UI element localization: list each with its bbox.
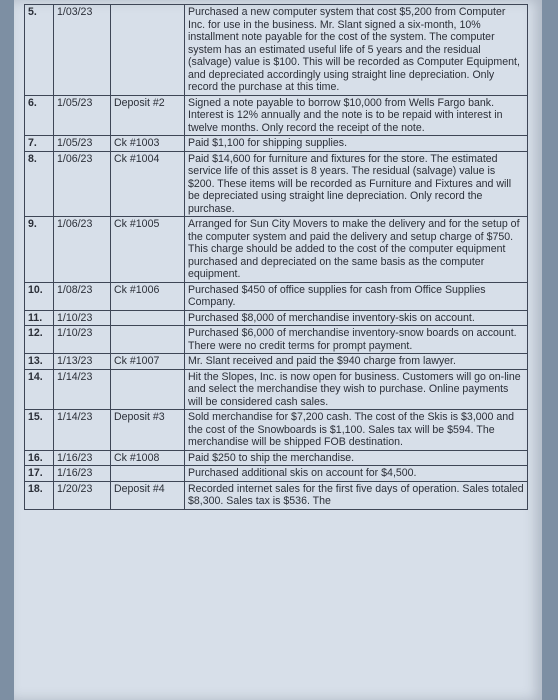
row-reference: Deposit #2 — [111, 95, 185, 136]
row-date: 1/14/23 — [54, 410, 111, 451]
row-number: 6. — [25, 95, 54, 136]
row-number: 12. — [25, 326, 54, 354]
row-reference — [111, 5, 185, 96]
row-description: Purchased a new computer system that cost $5,200 from Computer Inc. for use in the business. Mr. Slant signed a six-month, 10% installment note payable for the cost of the system. The computer system has an estimated useful life of 5 years and the residual (salvage) value is $100. This will be recorded as Computer Equipment, and depreciated accordingly using straight line depreciation. Only record the purchase at this time. — [185, 5, 528, 96]
row-date: 1/10/23 — [54, 310, 111, 326]
table-row — [25, 136, 528, 152]
table-row — [25, 369, 528, 410]
table-row — [25, 326, 528, 354]
row-description: Paid $1,100 for shipping supplies. — [185, 136, 528, 152]
row-number: 11. — [25, 310, 54, 326]
row-date: 1/03/23 — [54, 5, 111, 96]
row-reference: Ck #1007 — [111, 354, 185, 370]
row-reference: Ck #1004 — [111, 151, 185, 217]
row-reference — [111, 310, 185, 326]
row-description: Mr. Slant received and paid the $940 charge from lawyer. — [185, 354, 528, 370]
worksheet-page — [14, 0, 542, 700]
row-number: 7. — [25, 136, 54, 152]
table-row — [25, 466, 528, 482]
row-reference: Deposit #4 — [111, 481, 185, 509]
row-number: 10. — [25, 282, 54, 310]
row-date: 1/06/23 — [54, 217, 111, 283]
row-date: 1/05/23 — [54, 136, 111, 152]
row-number: 5. — [25, 5, 54, 96]
table-row — [25, 450, 528, 466]
table-row — [25, 410, 528, 451]
row-date: 1/16/23 — [54, 450, 111, 466]
row-description: Purchased $6,000 of merchandise inventory-snow boards on account. There were no credit terms for prompt payment. — [185, 326, 528, 354]
row-description: Paid $250 to ship the merchandise. — [185, 450, 528, 466]
row-description: Signed a note payable to borrow $10,000 from Wells Fargo bank. Interest is 12% annually and the note is to be repaid with interest in twelve months. Only record the receipt of the note. — [185, 95, 528, 136]
table-row — [25, 354, 528, 370]
row-reference: Ck #1006 — [111, 282, 185, 310]
row-description: Arranged for Sun City Movers to make the delivery and for the setup of the computer system and paid the delivery and setup charge of $750. This charge should be added to the cost of the computer equipment purchased and depreciated on the same basis as the computer equipment. — [185, 217, 528, 283]
table-row — [25, 282, 528, 310]
row-number: 17. — [25, 466, 54, 482]
row-description: Recorded internet sales for the first five days of operation. Sales totaled $8,300. Sales tax is $536. The — [185, 481, 528, 509]
row-description: Hit the Slopes, Inc. is now open for business. Customers will go on-line and select the merchandise they wish to purchase. Online payments will be considered cash sales. — [185, 369, 528, 410]
row-date: 1/16/23 — [54, 466, 111, 482]
table-row — [25, 481, 528, 509]
transactions-table — [24, 4, 528, 510]
row-date: 1/05/23 — [54, 95, 111, 136]
row-date: 1/13/23 — [54, 354, 111, 370]
row-date: 1/10/23 — [54, 326, 111, 354]
table-row — [25, 5, 528, 96]
row-description: Sold merchandise for $7,200 cash. The cost of the Skis is $3,000 and the cost of the Snowboards is $1,100. Sales tax will be $594. The merchandise will be shipped FOB destination. — [185, 410, 528, 451]
row-description: Purchased $8,000 of merchandise inventory-skis on account. — [185, 310, 528, 326]
row-reference — [111, 466, 185, 482]
row-description: Purchased $450 of office supplies for cash from Office Supplies Company. — [185, 282, 528, 310]
row-number: 15. — [25, 410, 54, 451]
row-reference — [111, 369, 185, 410]
table-row — [25, 310, 528, 326]
row-description: Purchased additional skis on account for $4,500. — [185, 466, 528, 482]
row-description: Paid $14,600 for furniture and fixtures for the store. The estimated service life of this asset is 8 years. The residual (salvage) value is $200. These items will be recorded as Furniture and Fixtures and will be depreciated using straight line depreciation. Only record the purchase. — [185, 151, 528, 217]
row-number: 13. — [25, 354, 54, 370]
table-row — [25, 95, 528, 136]
row-reference — [111, 326, 185, 354]
row-number: 14. — [25, 369, 54, 410]
row-number: 9. — [25, 217, 54, 283]
table-row — [25, 217, 528, 283]
row-number: 16. — [25, 450, 54, 466]
row-reference: Deposit #3 — [111, 410, 185, 451]
row-number: 8. — [25, 151, 54, 217]
row-number: 18. — [25, 481, 54, 509]
table-row — [25, 151, 528, 217]
row-date: 1/08/23 — [54, 282, 111, 310]
transactions-table-body — [25, 5, 528, 510]
row-reference: Ck #1003 — [111, 136, 185, 152]
row-date: 1/20/23 — [54, 481, 111, 509]
row-reference: Ck #1008 — [111, 450, 185, 466]
row-date: 1/06/23 — [54, 151, 111, 217]
row-reference: Ck #1005 — [111, 217, 185, 283]
row-date: 1/14/23 — [54, 369, 111, 410]
